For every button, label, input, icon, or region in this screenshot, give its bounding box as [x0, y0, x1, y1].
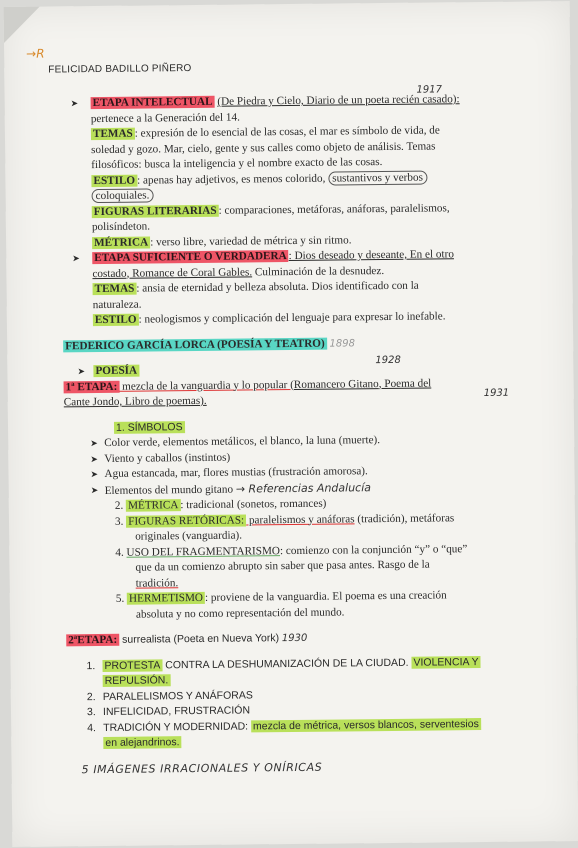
arrow-bullet-icon: ➤ — [77, 366, 86, 377]
item-number: 3. — [86, 706, 96, 719]
pen-mark: →R — [26, 46, 45, 61]
etapa1-text: mezcla de la vanguardia y lo popular ( — [119, 378, 294, 393]
arrow-bullet-icon: ➤ — [90, 453, 98, 464]
item-number: 2. — [114, 499, 124, 512]
year-note-1930: 1930 — [281, 632, 308, 645]
suficiente-temas-line-2: naturaleza. — [92, 298, 142, 311]
temas-line-2: soledad y gozo. Mar, cielo, gente y sus calles como objeto de análisis. Temas — [91, 139, 436, 156]
etapa1-label: 1ª ETAPA: — [65, 380, 118, 393]
year-note-1928: 1928 — [375, 354, 401, 367]
arrow-bullet-icon: ➤ — [70, 98, 79, 109]
etapa1-work-romancero: Romancero Gitano — [293, 377, 379, 391]
herm-text-1: : proviene de la vanguardia. El poema es una creación — [204, 589, 447, 604]
arrow-bullet-icon: ➤ — [90, 438, 98, 449]
etapa-suficiente-culminacion: Culminación de la desnudez. — [252, 264, 385, 278]
metrica-label: MÉTRICA — [94, 235, 149, 249]
etapa2-label: 2ªETAPA: — [68, 633, 118, 647]
etapa2-item-text: TRADICIÓN Y MODERNIDAD: — [103, 719, 252, 734]
etapa2-item-text: PARALELISMOS Y ANÁFORAS — [102, 688, 253, 703]
temas-text-1: : expresión de lo esencial de las cosas, el mar es símbolo de vida, de — [134, 124, 440, 140]
year-note-1931: 1931 — [483, 387, 510, 399]
simbolos-label: 1. SÍMBOLOS — [115, 420, 183, 434]
suficiente-estilo-text: : neologismos y complicación del lenguaje para expresar lo inefable. — [138, 310, 446, 326]
gitano-note: → Referencias Andalucía — [235, 480, 372, 496]
metrica-text: : verso libre, variedad de métrica y sin ritmo. — [150, 233, 352, 248]
herm-line-2: absoluta y no como representación del mundo. — [135, 605, 345, 621]
simbolos-bullet-text: Color verde, elementos metálicos, el blanco, la luna (muerte). — [104, 434, 381, 449]
item-number: 5. — [115, 592, 125, 605]
item-number: 3. — [114, 515, 124, 528]
metrica2-text: : tradicional (sonetos, romances) — [180, 497, 327, 512]
frag-line-2: que da un comienzo abrupto sin saber que pasa antes. Rasgo de la — [135, 558, 430, 574]
author-header: FELICIDAD BADILLO PIÑERO — [48, 63, 192, 76]
etapa-suficiente-works-1: : Dios deseado y deseante, En el otro — [288, 248, 454, 263]
etapa-suficiente-title: ETAPA SUFICIENTE O VERDADERA — [94, 250, 287, 265]
etapa-intelectual-generation: pertenece a la Generación del 14. — [90, 111, 240, 125]
document-page — [4, 1, 578, 847]
lorca-title: FEDERICO GARCÍA LORCA (POESÍA Y TEATRO) — [65, 337, 325, 352]
etapa1-works-2: Cante Jondo, Libro de poemas). — [63, 394, 207, 409]
poesia-label: POESÍA — [95, 364, 138, 378]
year-note-1898: 1898 — [329, 337, 355, 350]
etapa1-work-poema: , Poema del — [378, 377, 432, 390]
arrow-bullet-icon: ➤ — [90, 469, 99, 480]
figuras2-label: FIGURAS RETÓRICAS: — [128, 513, 245, 528]
estilo-label: ESTILO — [93, 174, 136, 187]
etapa-intelectual-title: ETAPA INTELECTUAL — [92, 95, 213, 110]
temas-label: TEMAS — [92, 127, 133, 141]
simbolos-bullet-text: Elementos del mundo gitano — [104, 483, 234, 497]
mezcla-highlight: mezcla de métrica, versos blancos, serventesios — [252, 717, 479, 732]
figuras-text-1: : comparaciones, metáforas, anáforas, paralelismos, — [218, 201, 450, 217]
estilo-text-1: : apenas hay adjetivos, es menos colorido, — [137, 172, 326, 187]
folded-corner — [4, 7, 40, 43]
figuras-label: FIGURAS LITERARIAS — [93, 204, 217, 218]
frag-label: USO DEL FRAGMENTARISMO — [126, 544, 281, 559]
figuras2-text-b: (tradición), metáforas — [354, 511, 455, 525]
violencia-highlight: VIOLENCIA Y — [413, 655, 479, 669]
item-number: 2. — [86, 690, 96, 703]
figuras-line-2: polisíndeton. — [91, 220, 151, 234]
protesta-highlight: PROTESTA — [104, 658, 161, 672]
etapa-suficiente-works-2: costado, Romance de Coral Gables. — [92, 265, 253, 280]
etapa-intelectual-works: (De Piedra y Cielo, Diario de un poeta recién casado): — [217, 93, 460, 108]
alejandrinos-highlight: en alejandrinos. — [105, 736, 180, 749]
frag-text-3: tradición. — [135, 576, 179, 590]
herm-label: HERMETISMO — [128, 591, 204, 605]
figuras2-line-2: originales (vanguardia). — [135, 529, 243, 543]
simbolos-bullet-text: Agua estancada, mar, flores mustias (frustración amorosa). — [104, 465, 368, 480]
temas-line-3: filosóficos: busca la inteligencia y el nombre exacto de las cosas. — [91, 156, 383, 172]
notes-body — [61, 84, 538, 777]
etapa2-item-text: CONTRA LA DESHUMANIZACIÓN DE LA CIUDAD. — [162, 656, 412, 671]
repulsion-highlight: REPULSIÓN. — [104, 674, 169, 687]
suficiente-temas-text-1: : ansia de eternidad y belleza absoluta. Dios identificado con la — [136, 279, 419, 295]
etapa2-text: surrealista (Poeta en Nueva York) — [119, 632, 280, 646]
arrow-bullet-icon: ➤ — [90, 484, 99, 495]
year-note-1917: 1917 — [416, 84, 443, 96]
metrica2-label: MÉTRICA — [127, 499, 179, 512]
estilo-text-2: coloquiales. — [92, 188, 154, 203]
item-number: 4. — [87, 721, 96, 734]
figuras2-text-a: paralelismos y anáforas — [246, 512, 355, 526]
suficiente-estilo-label: ESTILO — [94, 313, 137, 327]
estilo-circled-text: sustantivos y verbos — [328, 170, 427, 185]
frag-text-1: : comienzo con la conjunción “y” o “que” — [279, 542, 468, 557]
item-number: 1. — [86, 659, 96, 672]
suficiente-temas-label: TEMAS — [94, 282, 135, 296]
item-number: 4. — [115, 546, 124, 559]
etapa2-item-text: INFELICIDAD, FRUSTRACIÓN — [102, 704, 251, 718]
simbolos-bullet-text: Viento y caballos (instintos) — [104, 451, 231, 465]
handwritten-item-5: 5 IMÁGENES IRRACIONALES Y ONÍRICAS — [81, 760, 323, 776]
arrow-bullet-icon: ➤ — [72, 253, 80, 264]
